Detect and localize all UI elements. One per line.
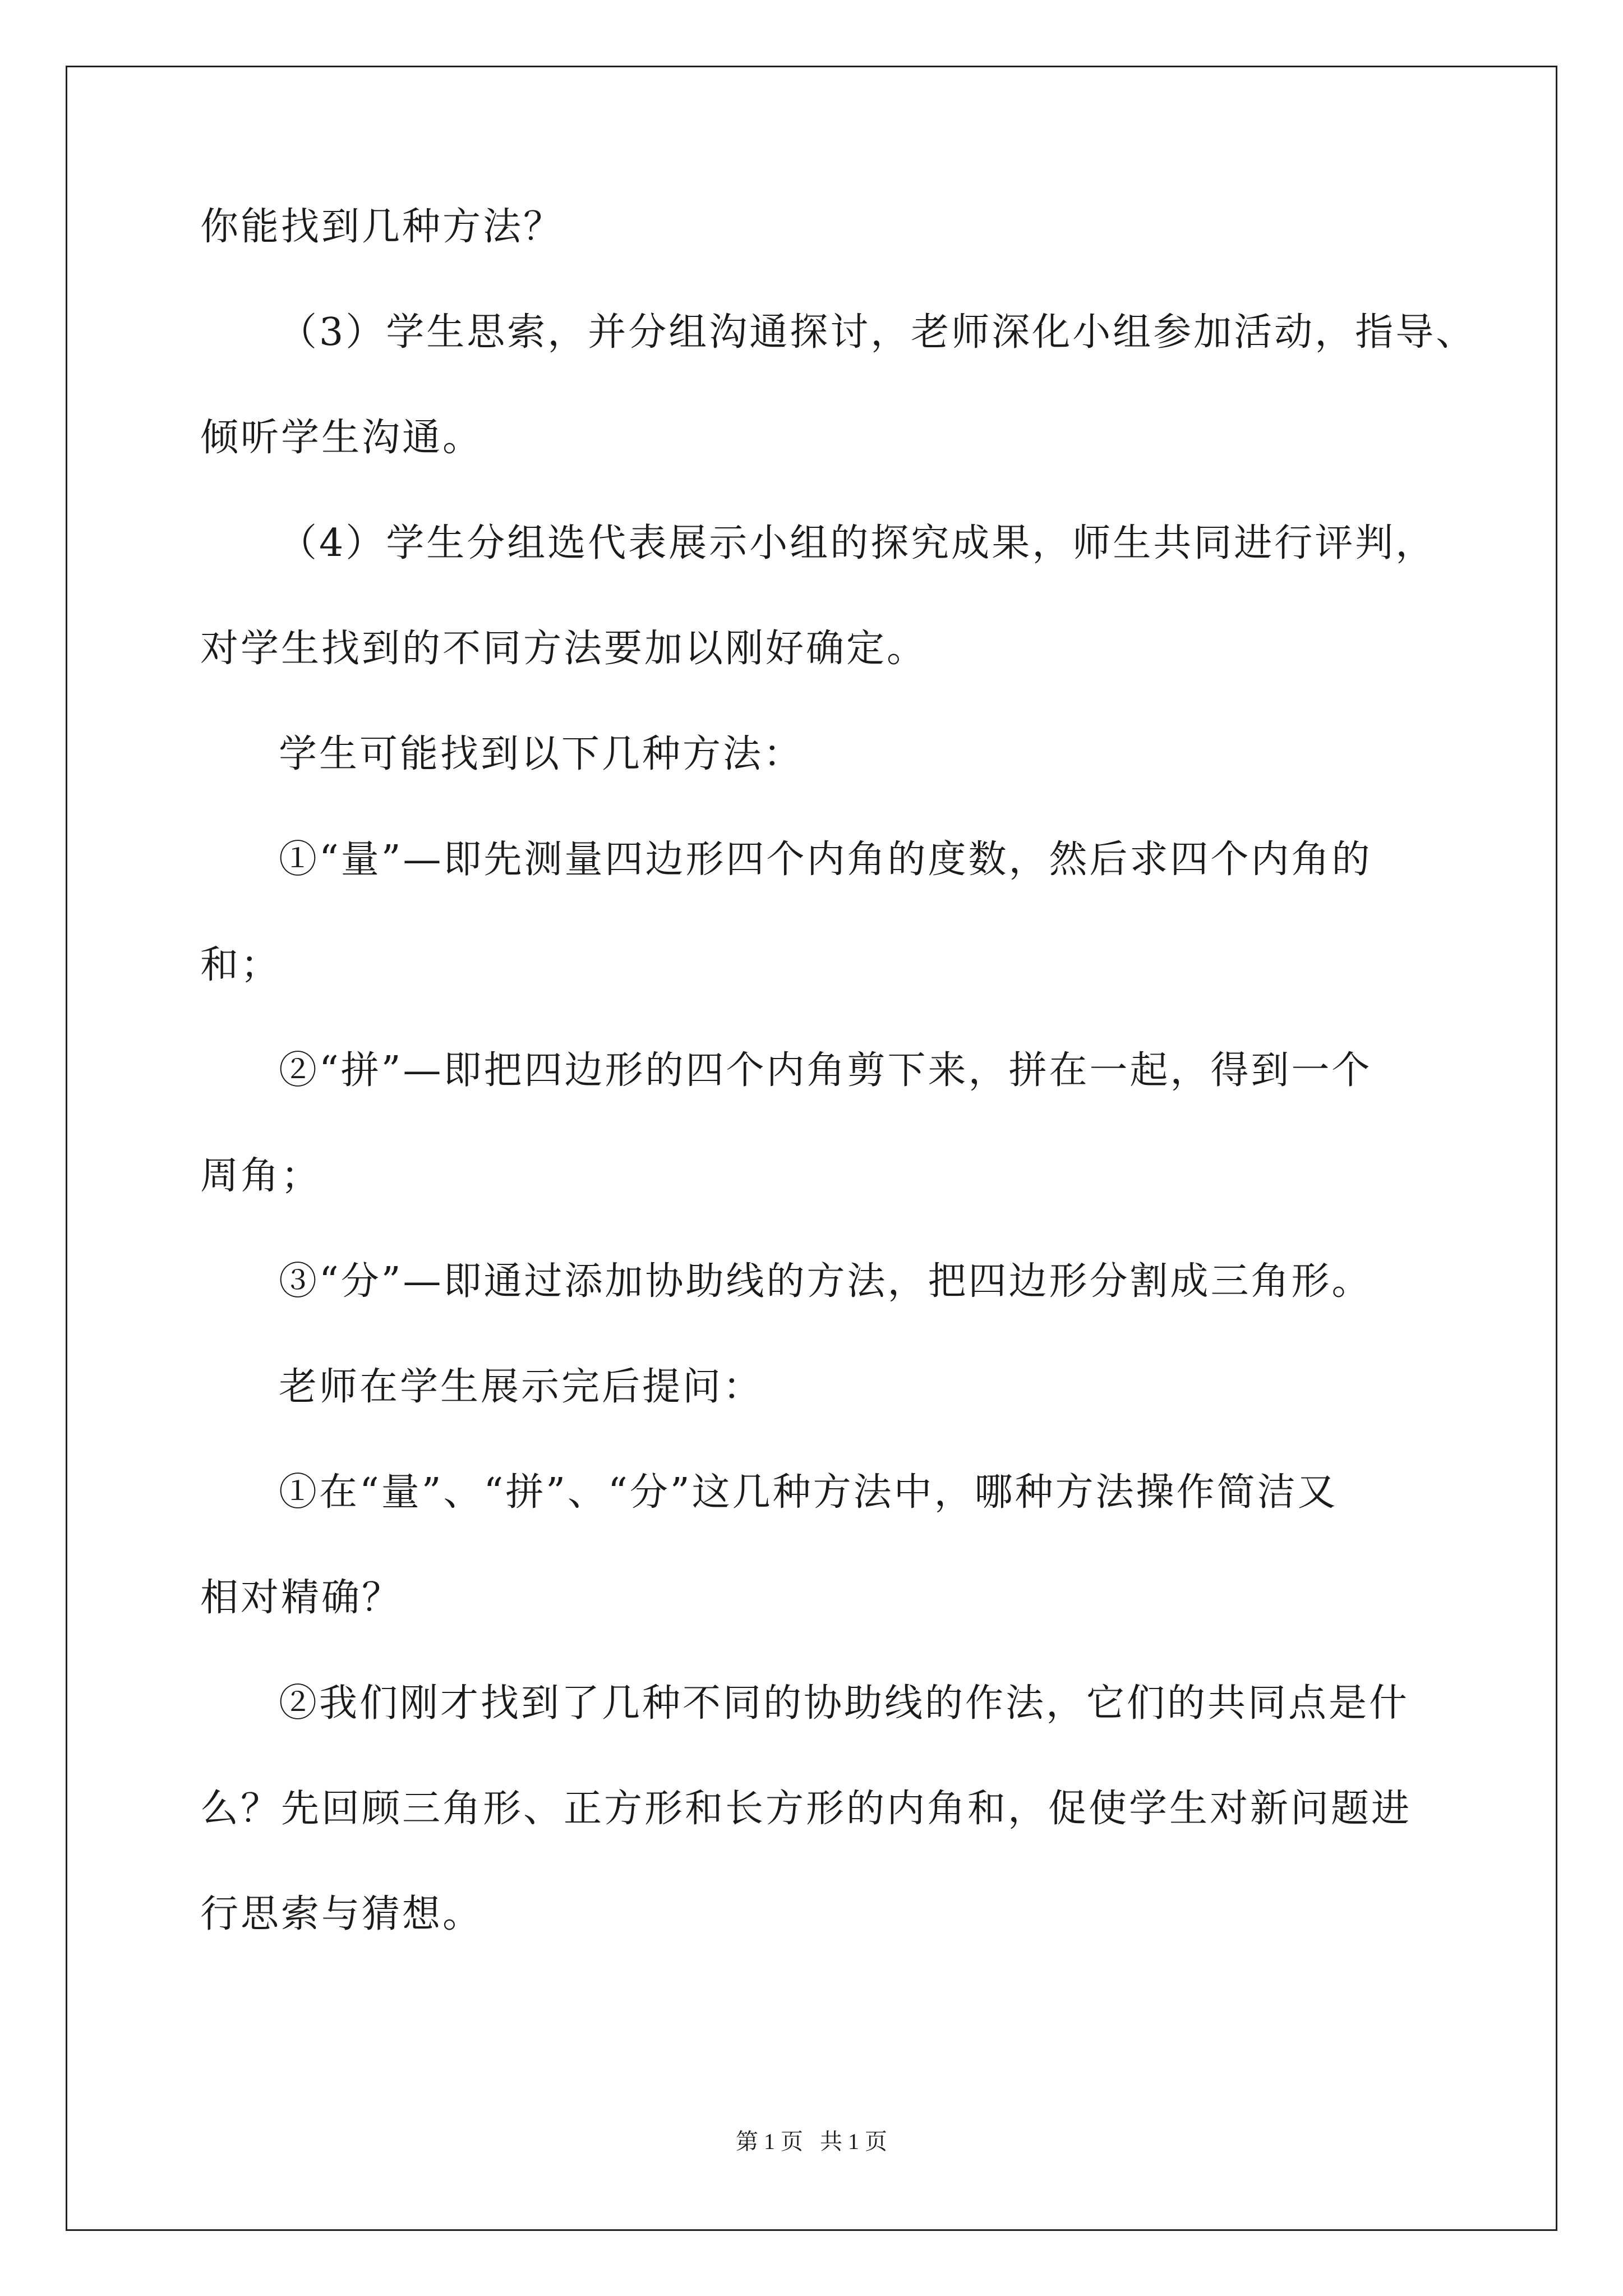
- text-line: ②“拼”—即把四边形的四个内角剪下来，拼在一起，得到一个: [279, 1048, 1372, 1093]
- page-number-footer: 第 1 页 共 1 页: [736, 2129, 887, 2154]
- text-line: 周角；: [200, 1154, 322, 1198]
- text-line: 学生可能找到以下几种方法：: [279, 732, 804, 776]
- text-line: ①在“量”、“拼”、“分”这几种方法中，哪种方法操作简洁又: [279, 1470, 1338, 1515]
- text-line: ③“分”—即通过添加协助线的方法，把四边形分割成三角形。: [279, 1259, 1372, 1304]
- text-line: 行思索与猜想。: [200, 1892, 483, 1936]
- text-line: 倾听学生沟通。: [200, 416, 483, 460]
- text-line: ②我们刚才找到了几种不同的协助线的作法，它们的共同点是什: [279, 1681, 1410, 1726]
- text-line: （3）学生思索，并分组沟通探讨，老师深化小组参加活动，指导、: [279, 310, 1477, 355]
- text-line: 对学生找到的不同方法要加以刚好确定。: [200, 627, 928, 671]
- text-line: 相对精确？: [200, 1576, 403, 1620]
- text-line: 你能找到几种方法？: [200, 205, 564, 249]
- text-line: （4）学生分组选代表展示小组的探究成果，师生共同进行评判，: [279, 521, 1436, 565]
- text-line: ①“量”—即先测量四边形四个内角的度数，然后求四个内角的: [279, 838, 1372, 882]
- text-line: 和；: [200, 943, 282, 987]
- text-line: 老师在学生展示完后提问：: [279, 1365, 764, 1409]
- text-line: 么？先回顾三角形、正方形和长方形的内角和，促使学生对新问题进: [200, 1787, 1412, 1831]
